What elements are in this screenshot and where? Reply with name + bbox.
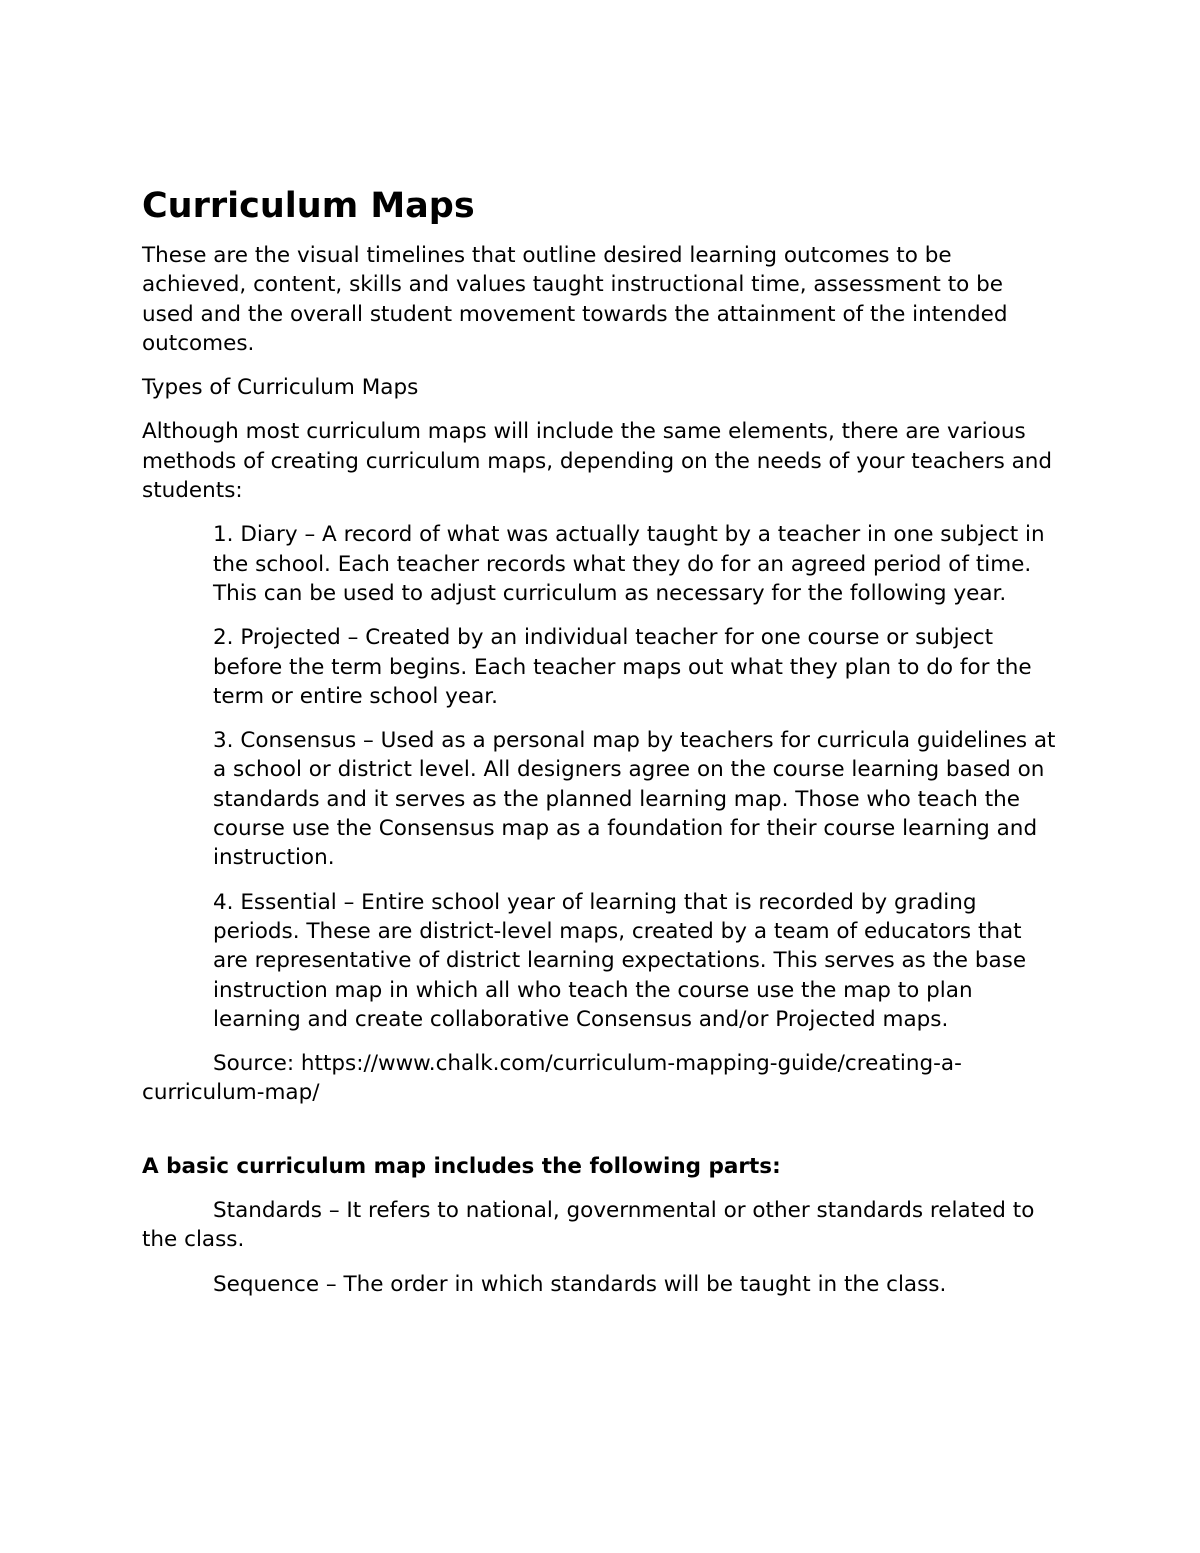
part-standards: Standards – It refers to national, governmental or other standards related to the class.: [142, 1198, 1035, 1253]
list-item-diary: 1. Diary – A record of what was actually taught by a teacher in one subject in the school. Each teacher records what they do for an agreed period of time. This can be used to adjust curriculum as necessary for the following year.: [213, 522, 1045, 606]
source-citation: Source: https://www.chalk.com/curriculum-mapping-guide/creating-a-curriculum-map/: [142, 1051, 962, 1106]
list-item-consensus: 3. Consensus – Used as a personal map by teachers for curricula guidelines at a school or district level. All designers agree on the course learning based on standards and it serves as the planned learning map. Those who teach the course use the Consensus map as a foundation for their course learning and instruction.: [213, 728, 1056, 871]
list-item-essential: 4. Essential – Entire school year of learning that is recorded by grading periods. These are district-level maps, created by a team of educators that are representative of district learning expectations. This serves as the base instruction map in which all who teach the course use the map to plan learning and create collaborative Consensus and/or Projected maps.: [213, 889, 1027, 1032]
types-intro-paragraph: Although most curriculum maps will include the same elements, there are various methods of creating curriculum maps, depending on the needs of your teachers and students:: [142, 419, 1053, 504]
page-title: Curriculum Maps: [142, 186, 475, 226]
document-page: [142, 185, 1057, 1314]
parts-heading: A basic curriculum map includes the following parts:: [142, 1153, 781, 1179]
intro-paragraph: These are the visual timelines that outline desired learning outcomes to be achieved, content, skills and values taught instructional time, assessment to be used and the overall student movement towards the attainment of the intended outcomes.: [142, 243, 1008, 356]
types-heading: Types of Curriculum Maps: [142, 375, 419, 401]
part-sequence: Sequence – The order in which standards will be taught in the class.: [213, 1271, 947, 1297]
list-item-projected: 2. Projected – Created by an individual teacher for one course or subject before the term begins. Each teacher maps out what they plan to do for the term or entire school year.: [213, 625, 1032, 709]
